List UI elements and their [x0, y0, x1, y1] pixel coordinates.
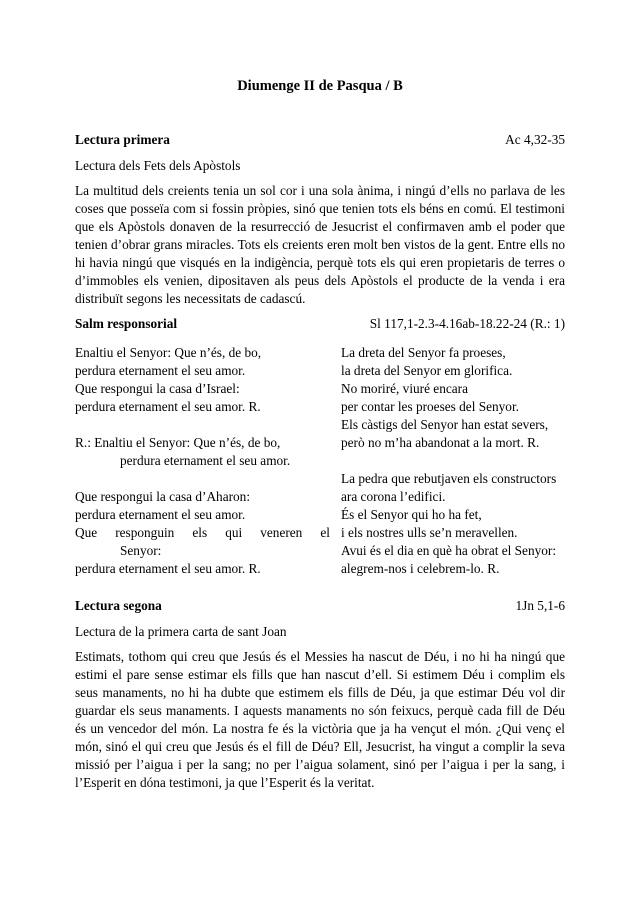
lectura-segona-body: Estimats, tothom qui creu que Jesús és el Messies ha nascut de Déu, i no hi ha ningú que estimi el pare sense estimar els fills que han nascut d’ell. Si estimem Déu i complim els seus manaments, no hi ha dubte que estimem els fills de Déu, ja que estimar Déu vol dir guardar els seus manaments. I aquests manaments no són feixucs, perquè cada fill de Déu és un vencedor del món. La nostra fe és la victòria que ja ha vençut el món. ¿Qui venç el món, sinó el qui creu que Jesús és el fill de Déu? Ell, Jesucrist, ha vingut a complir la seva missió per l’aigua i per la sang; no per l’aigua solament, sinó per l’aigua i per la sang, i l’Esperit en dóna testimoni, ja que l’Esperit és la veritat. — [75, 649, 565, 790]
psalm-line: Que responguin els qui veneren el — [75, 525, 330, 540]
lectura-segona-heading-row — [75, 597, 565, 615]
psalm-line: Enaltiu el Senyor: Que n’és, de bo, — [75, 345, 262, 360]
lectura-primera-heading: Lectura primera — [75, 132, 170, 147]
lectura-primera-subtitle: Lectura dels Fets dels Apòstols — [75, 158, 241, 173]
psalm-line: Avui és el dia en què ha obrat el Senyor: — [341, 543, 557, 558]
psalm-line: Els càstigs del Senyor han estat severs, — [341, 417, 549, 432]
salm-heading-row — [75, 315, 565, 333]
lectura-segona-reference: 1Jn 5,1-6 — [515, 598, 565, 613]
psalm-line: Que respongui la casa d’Israel: — [75, 381, 240, 396]
psalm-line: ara corona l’edifici. — [341, 489, 446, 504]
psalm-columns — [75, 344, 565, 578]
psalm-line: perdura eternament el seu amor. — [120, 453, 291, 468]
lectura-segona-subtitle: Lectura de la primera carta de sant Joan — [75, 624, 287, 639]
psalm-line: R.: Enaltiu el Senyor: Que n’és, de bo, — [75, 435, 281, 450]
psalm-blank-line — [75, 470, 330, 488]
psalm-line: Senyor: — [120, 543, 162, 558]
psalm-line: i els nostres ulls se’n meravellen. — [341, 525, 518, 540]
psalm-line: Que respongui la casa d’Aharon: — [75, 489, 251, 504]
lectura-primera-body: La multitud dels creients tenia un sol cor i una sola ànima, i ningú d’ells no parlava de les coses que posseïa com si fossin pròpies, sinó que tenien tots els béns en comú. El testimoni que els Apòstols donaven de la resurrecció de Jesucrist el confirmaven amb el poder que tenien d’obrar grans miracles. Tots els creients eren molt ben vistos de la gent. Entre ells no hi havia ningú que visqués en la indigència, perquè tots els qui eren propietaris de terres o d’immobles els venien, dipositaven als peus dels Apòstols el producte de la venda i era distribuït segons les necessitats de cadascú. — [75, 183, 565, 306]
psalm-line: perdura eternament el seu amor. R. — [75, 399, 261, 414]
lectura-segona-heading: Lectura segona — [75, 598, 162, 613]
psalm-line: perdura eternament el seu amor. — [75, 363, 246, 378]
psalm-line: alegrem-nos i celebrem-lo. R. — [341, 561, 500, 576]
salm-reference: Sl 117,1-2.3-4.16ab-18.22-24 (R.: 1) — [369, 316, 565, 331]
salm-heading: Salm responsorial — [75, 316, 178, 331]
psalm-line: La pedra que rebutjaven els constructors — [341, 471, 557, 486]
psalm-blank-line — [341, 452, 565, 470]
lectura-primera-reference: Ac 4,32-35 — [505, 132, 565, 147]
psalm-line: perdura eternament el seu amor. R. — [75, 561, 261, 576]
psalm-blank-line — [75, 416, 330, 434]
psalm-line: És el Senyor qui ho ha fet, — [341, 507, 482, 522]
psalm-line: la dreta del Senyor em glorifica. — [341, 363, 513, 378]
psalm-line: No moriré, viuré encara — [341, 381, 468, 396]
psalm-line: perdura eternament el seu amor. — [75, 507, 246, 522]
psalm-line: però no m’ha abandonat a la mort. R. — [341, 435, 540, 450]
lectura-primera-heading-row — [75, 131, 565, 149]
page-title: Diumenge II de Pasqua / B — [237, 78, 403, 94]
psalm-line: La dreta del Senyor fa proeses, — [341, 345, 506, 360]
psalm-line: per contar les proeses del Senyor. — [341, 399, 519, 414]
psalm-left-column — [75, 344, 330, 578]
psalm-right-column — [330, 344, 565, 578]
